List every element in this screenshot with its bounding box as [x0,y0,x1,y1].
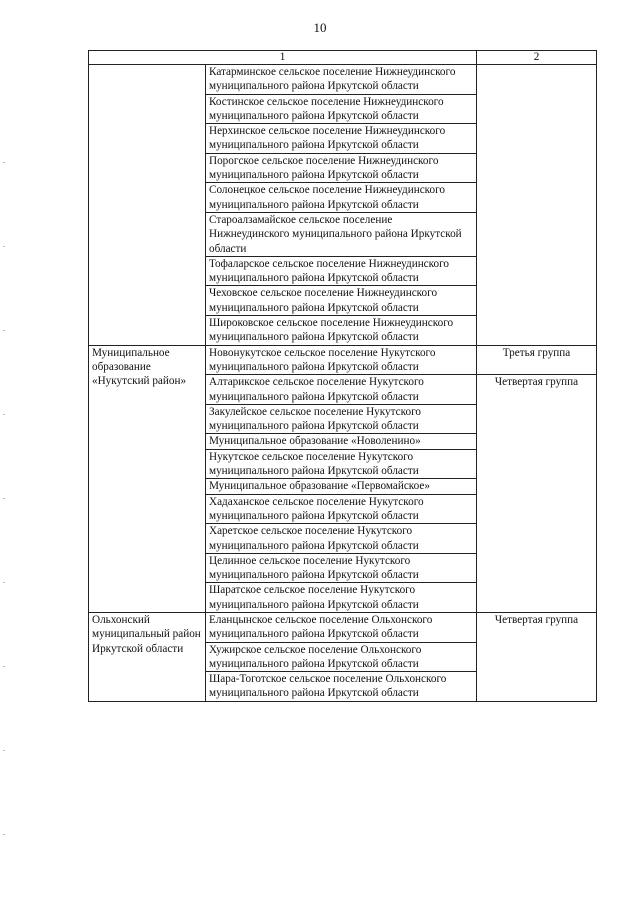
district-cell: Муниципальное образование «Нукутский район» [89,345,206,612]
settlement-cell: Катарминское сельское поселение Нижнеудинского муниципального района Иркутской области [206,65,477,95]
settlement-cell: Муниципальное образование «Новоленино» [206,434,477,449]
settlement-cell: Закулейское сельское поселение Нукутского муниципального района Иркутской области [206,404,477,434]
settlement-cell: Порогское сельское поселение Нижнеудинского муниципального района Иркутской области [206,153,477,183]
settlement-cell: Муниципальное образование «Первомайское» [206,479,477,494]
settlement-cell: Хужирское сельское поселение Ольхонского муниципального района Иркутской области [206,642,477,672]
settlement-cell: Целинное сельское поселение Нукутского муниципального района Иркутской области [206,553,477,583]
table-row [89,65,597,95]
settlement-cell: Еланцынское сельское поселение Ольхонского муниципального района Иркутской области [206,612,477,642]
settlement-cell: Широковское сельское поселение Нижнеудинского муниципального района Иркутской области [206,316,477,346]
district-cell-empty [89,65,206,346]
table-row [89,612,597,642]
group-cell: Четвертая группа [477,612,597,701]
table-row [89,345,597,375]
groups-table [88,50,597,702]
settlement-cell: Шаратское сельское поселение Нукутского муниципального района Иркутской области [206,583,477,613]
settlement-cell: Харетское сельское поселение Нукутского муниципального района Иркутской области [206,524,477,554]
settlement-cell: Хадаханское сельское поселение Нукутского муниципального района Иркутской области [206,494,477,524]
group-cell: Четвертая группа [477,375,597,613]
settlement-cell: Нерхинское сельское поселение Нижнеудинского муниципального района Иркутской области [206,124,477,154]
settlement-cell: Алтарикское сельское поселение Нукутского муниципального района Иркутской области [206,375,477,405]
header-row [89,51,597,65]
settlement-cell: Нукутское сельское поселение Нукутского муниципального района Иркутской области [206,449,477,479]
settlement-cell: Костинское сельское поселение Нижнеудинского муниципального района Иркутской области [206,94,477,124]
settlement-cell: Шара-Тоготское сельское поселение Ольхонского муниципального района Иркутской области [206,672,477,702]
header-col-1: 1 [89,51,477,65]
settlement-cell: Тофаларское сельское поселение Нижнеудинского муниципального района Иркутской области [206,256,477,286]
left-margin-marks [0,0,12,905]
header-col-2: 2 [477,51,597,65]
page-number: 10 [313,20,327,35]
settlement-cell: Солонецкое сельское поселение Нижнеудинского муниципального района Иркутской области [206,183,477,213]
group-cell-empty [477,65,597,346]
group-cell: Третья группа [477,345,597,375]
district-cell: Ольхонский муниципальный район Иркутской области [89,612,206,701]
settlement-cell: Староалзамайское сельское поселение Нижнеудинского муниципального района Иркутской области [206,212,477,256]
settlement-cell: Новонукутское сельское поселение Нукутского муниципального района Иркутской области [206,345,477,375]
settlement-cell: Чеховское сельское поселение Нижнеудинского муниципального района Иркутской области [206,286,477,316]
